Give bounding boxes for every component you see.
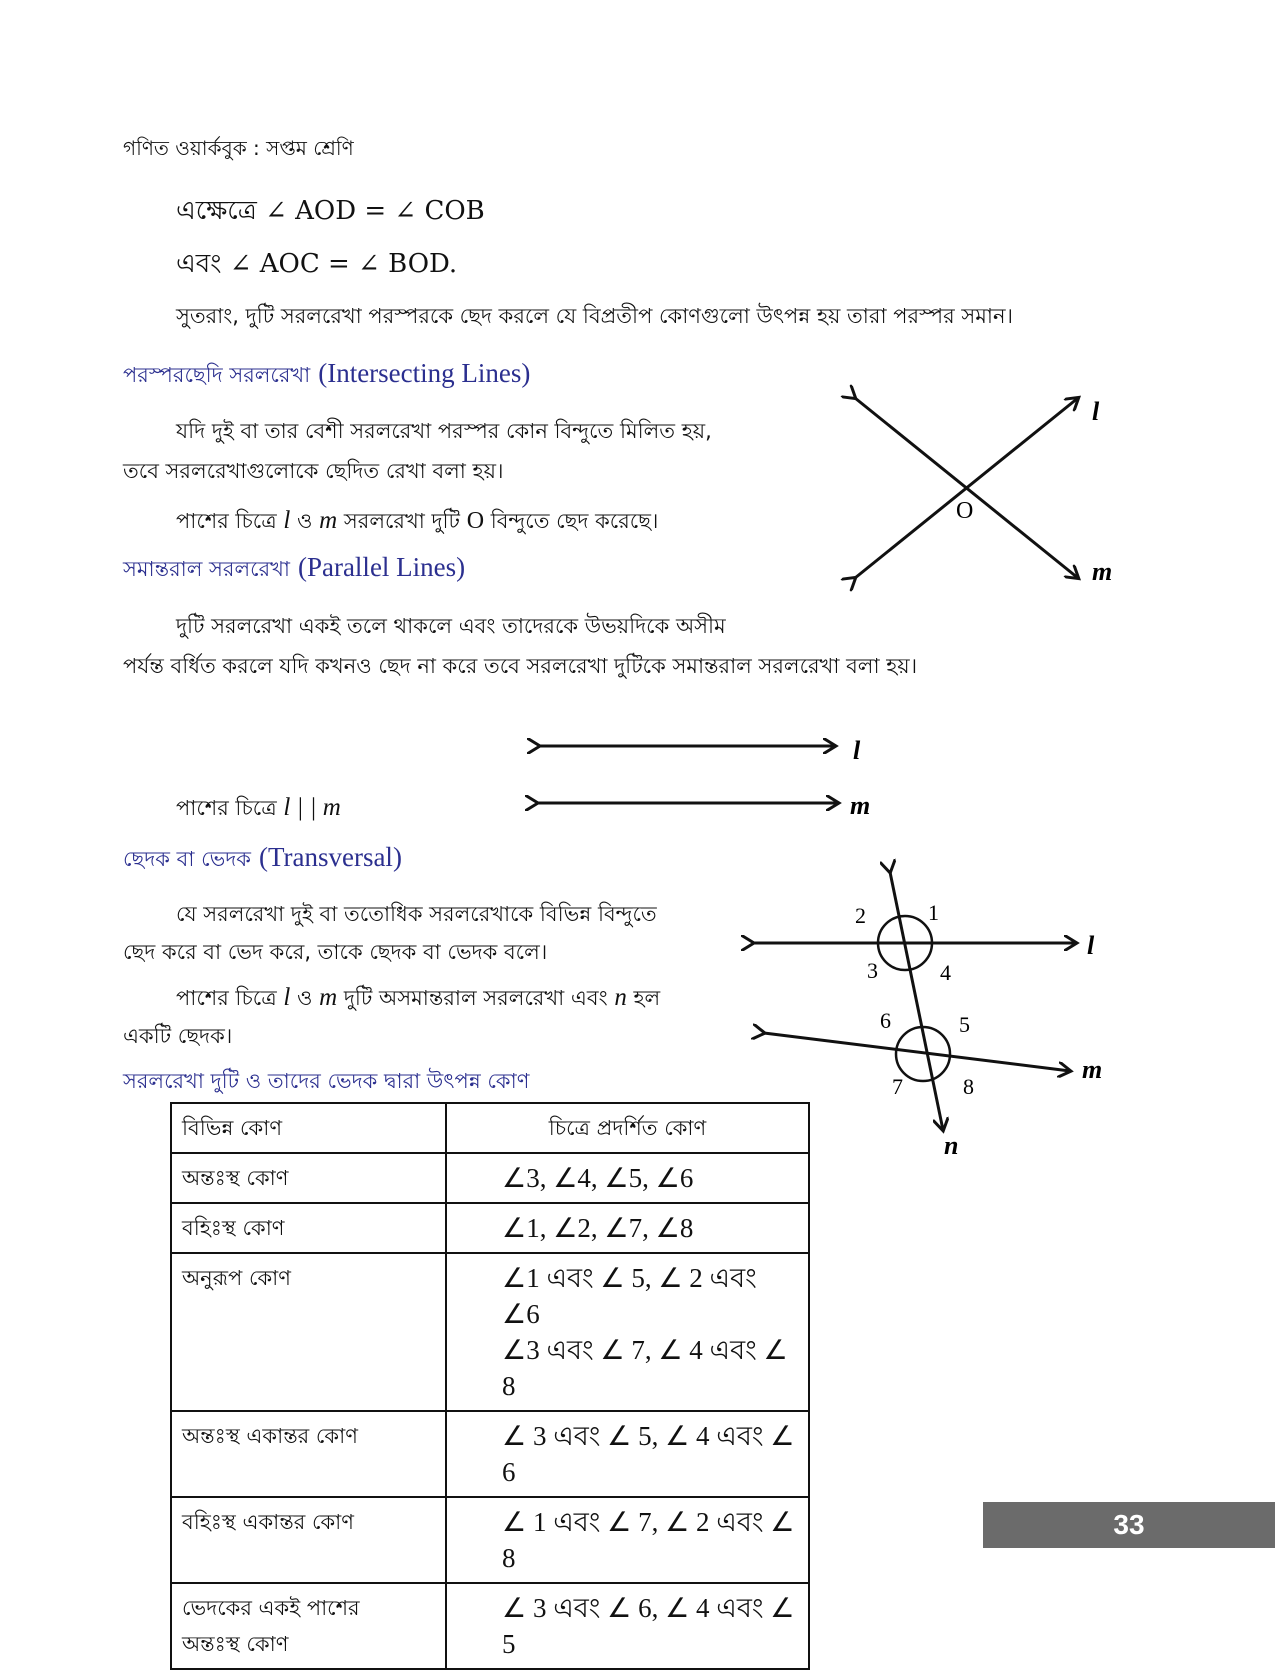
angle-label-1: 1 xyxy=(928,900,939,925)
parallel-label-l: l xyxy=(853,736,861,765)
table-cell-name-line: অন্তঃস্থ কোণ xyxy=(182,1632,289,1656)
intersecting-heading-bn: পরস্পরছেদি সরলরেখা xyxy=(123,363,311,387)
table-cell-value-line: ∠1 এবং ∠ 5, ∠ 2 এবং ∠6 xyxy=(502,1263,757,1329)
conj: ও xyxy=(296,509,313,533)
intersecting-lines-figure xyxy=(830,380,1113,590)
table-cell-value: ∠ 3 এবং ∠ 5, ∠ 4 এবং ∠ 6 xyxy=(446,1411,809,1497)
angle-label-3: 3 xyxy=(867,958,878,983)
transversal-line-4: একটি ছেদক। xyxy=(123,1024,233,1048)
intersecting-side-note xyxy=(176,505,658,540)
transversal-heading xyxy=(123,842,402,878)
transversal-line-3 xyxy=(176,982,660,1017)
parallel-label-m: m xyxy=(850,791,871,820)
var-l: l xyxy=(283,507,291,534)
running-head: গণিত ওয়ার্কবুক : সপ্তম শ্রেণি xyxy=(123,136,354,160)
table-row xyxy=(171,1253,809,1411)
intersecting-line-2: তবে সরলরেখাগুলোকে ছেদিত রেখা বলা হয়। xyxy=(123,459,504,483)
transversal-fig-label-m: m xyxy=(1082,1055,1103,1084)
table-cell-name: অনুরূপ কোণ xyxy=(171,1253,446,1411)
parallel-heading-bn: সমান্তরাল সরলরেখা xyxy=(123,557,291,581)
table-cell-name: বহিঃস্থ একান্তর কোণ xyxy=(171,1497,446,1583)
parallel-line-1: দুটি সরলরেখা একই তলে থাকলে এবং তাদেরকে উভয়দিকে অসীম xyxy=(176,614,726,638)
table-header-cell: চিত্রে প্রদর্শিত কোণ xyxy=(446,1103,809,1153)
label-o: O xyxy=(956,498,974,524)
conclusion-text: সুতরাং, দুটি সরলরেখা পরস্পরকে ছেদ করলে যে বিপ্রতীপ কোণগুলো উৎপন্ন হয় তারা পরস্পর সমান। xyxy=(176,304,1014,328)
angles-table xyxy=(170,1102,810,1670)
table-row xyxy=(171,1583,809,1669)
table-cell-value xyxy=(446,1253,809,1411)
label-l: l xyxy=(1092,397,1100,426)
parallel-lines-figure xyxy=(525,725,885,820)
transversal-fig-label-l: l xyxy=(1087,931,1095,960)
transversal-heading-bn: ছেদক বা ভেদক xyxy=(123,847,251,871)
angle-label-7: 7 xyxy=(892,1074,903,1099)
table-cell-name: অন্তঃস্থ কোণ xyxy=(171,1153,446,1203)
intersecting-line-1: যদি দুই বা তার বেশী সরলরেখা পরস্পর কোন বিন্দুতে মিলিত হয়, xyxy=(176,419,712,443)
side-note-mid: সরলরেখা দুটি xyxy=(343,509,460,533)
table-header-cell: বিভিন্ন কোণ xyxy=(171,1103,446,1153)
parallel-relation: l | | m xyxy=(283,794,341,821)
side-note-post: বিন্দুতে ছেদ করেছে। xyxy=(490,509,659,533)
transversal-line3-post: হল xyxy=(633,986,661,1010)
transversal-line3-mid: দুটি অসমান্তরাল সরলরেখা এবং xyxy=(343,986,608,1010)
table-title: সরলরেখা দুটি ও তাদের ভেদক দ্বারা উৎপন্ন কোণ xyxy=(123,1069,530,1093)
transversal-conj: ও xyxy=(296,986,313,1010)
parallel-heading-en: (Parallel Lines) xyxy=(297,552,466,582)
table-row xyxy=(171,1411,809,1497)
angle-label-6: 6 xyxy=(880,1008,891,1033)
parallel-side-note xyxy=(176,792,341,827)
angle-label-4: 4 xyxy=(940,960,951,985)
table-cell-value: ∠1, ∠2, ∠7, ∠8 xyxy=(446,1203,809,1253)
table-cell-value: ∠ 3 এবং ∠ 6, ∠ 4 এবং ∠ 5 xyxy=(446,1583,809,1669)
table-row xyxy=(171,1203,809,1253)
equation-aod-cob: এক্ষেত্রে ∠ AOD = ∠ COB xyxy=(176,196,485,226)
page-number: 33 xyxy=(983,1502,1275,1548)
point-o: O xyxy=(466,508,485,534)
transversal-line3-pre: পাশের চিত্রে xyxy=(176,986,277,1010)
transversal-var-l: l xyxy=(283,984,291,1011)
parallel-lines-heading xyxy=(123,552,465,588)
table-cell-value-line: ∠3 এবং ∠ 7, ∠ 4 এবং ∠ 8 xyxy=(502,1335,788,1401)
intersecting-heading-en: (Intersecting Lines) xyxy=(318,358,531,388)
side-note-pre: পাশের চিত্রে xyxy=(176,509,277,533)
parallel-line-2: পর্যন্ত বর্ধিত করলে যদি কখনও ছেদ না করে তবে সরলরেখা দুটিকে সমান্তরাল সরলরেখা বলা হয়। xyxy=(123,654,918,678)
table-row xyxy=(171,1153,809,1203)
table-cell-name: বহিঃস্থ কোণ xyxy=(171,1203,446,1253)
transversal-var-m: m xyxy=(319,984,338,1011)
transversal-heading-en: (Transversal) xyxy=(258,842,402,872)
transversal-line-1: যে সরলরেখা দুই বা ততোধিক সরলরেখাকে বিভিন্ন বিন্দুতে xyxy=(176,902,657,926)
table-cell-value: ∠ 1 এবং ∠ 7, ∠ 2 এবং ∠ 8 xyxy=(446,1497,809,1583)
parallel-side-pre: পাশের চিত্রে xyxy=(176,796,277,820)
var-m: m xyxy=(319,507,338,534)
equation-aoc-bod: এবং ∠ AOC = ∠ BOD. xyxy=(176,249,458,279)
transversal-var-n: n xyxy=(614,984,627,1011)
table-cell-name xyxy=(171,1583,446,1669)
table-row xyxy=(171,1497,809,1583)
angle-label-2: 2 xyxy=(855,903,866,928)
transversal-line-2: ছেদ করে বা ভেদ করে, তাকে ছেদক বা ভেদক বলে। xyxy=(123,940,548,964)
transversal-fig-label-n: n xyxy=(944,1131,959,1160)
angle-label-8: 8 xyxy=(963,1074,974,1099)
table-cell-name-line: ভেদকের একই পাশের xyxy=(182,1596,360,1620)
table-header-row xyxy=(171,1103,809,1153)
table-cell-name: অন্তঃস্থ একান্তর কোণ xyxy=(171,1411,446,1497)
intersecting-lines-heading xyxy=(123,358,530,394)
table-cell-value: ∠3, ∠4, ∠5, ∠6 xyxy=(446,1153,809,1203)
label-m: m xyxy=(1092,557,1113,586)
angle-label-5: 5 xyxy=(959,1012,970,1037)
transversal-line-m xyxy=(764,1033,1070,1071)
